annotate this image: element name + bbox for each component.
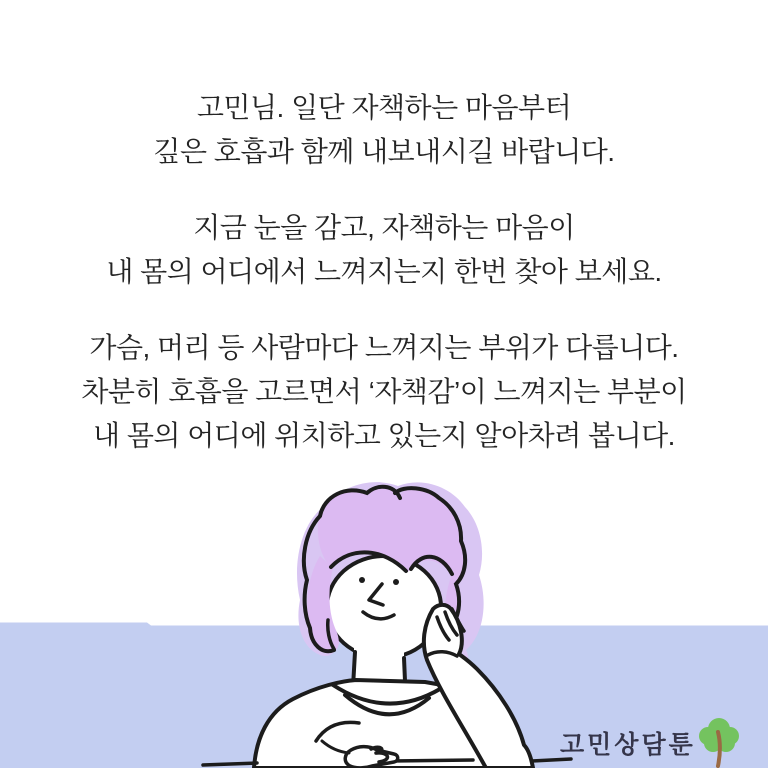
text-line: 가슴, 머리 등 사람마다 느껴지는 부위가 다릅니다. xyxy=(89,332,679,363)
text-line: 깊은 호흡과 함께 내보내시길 바랍니다. xyxy=(153,136,615,167)
paragraph-2 xyxy=(0,206,768,294)
text-line: 고민님. 일단 자책하는 마음부터 xyxy=(196,92,572,123)
logo xyxy=(560,716,768,768)
logo-text: 고민상담툰 xyxy=(560,731,696,759)
text-line: 내 몸의 어디에서 느껴지는지 한번 찾아 보세요. xyxy=(106,256,662,287)
text-line: 차분히 호흡을 고르면서 ‘자책감’이 느껴지는 부분이 xyxy=(81,376,687,407)
left-eye xyxy=(359,577,365,583)
tree-icon xyxy=(698,716,742,768)
text-line: 내 몸의 어디에 위치하고 있는지 알아차려 봅니다. xyxy=(93,420,675,451)
right-eye xyxy=(393,579,399,585)
paragraph-1 xyxy=(0,86,768,174)
paragraph-3 xyxy=(0,326,768,458)
counsel-text xyxy=(0,86,768,490)
text-line: 지금 눈을 감고, 자책하는 마음이 xyxy=(193,212,575,243)
